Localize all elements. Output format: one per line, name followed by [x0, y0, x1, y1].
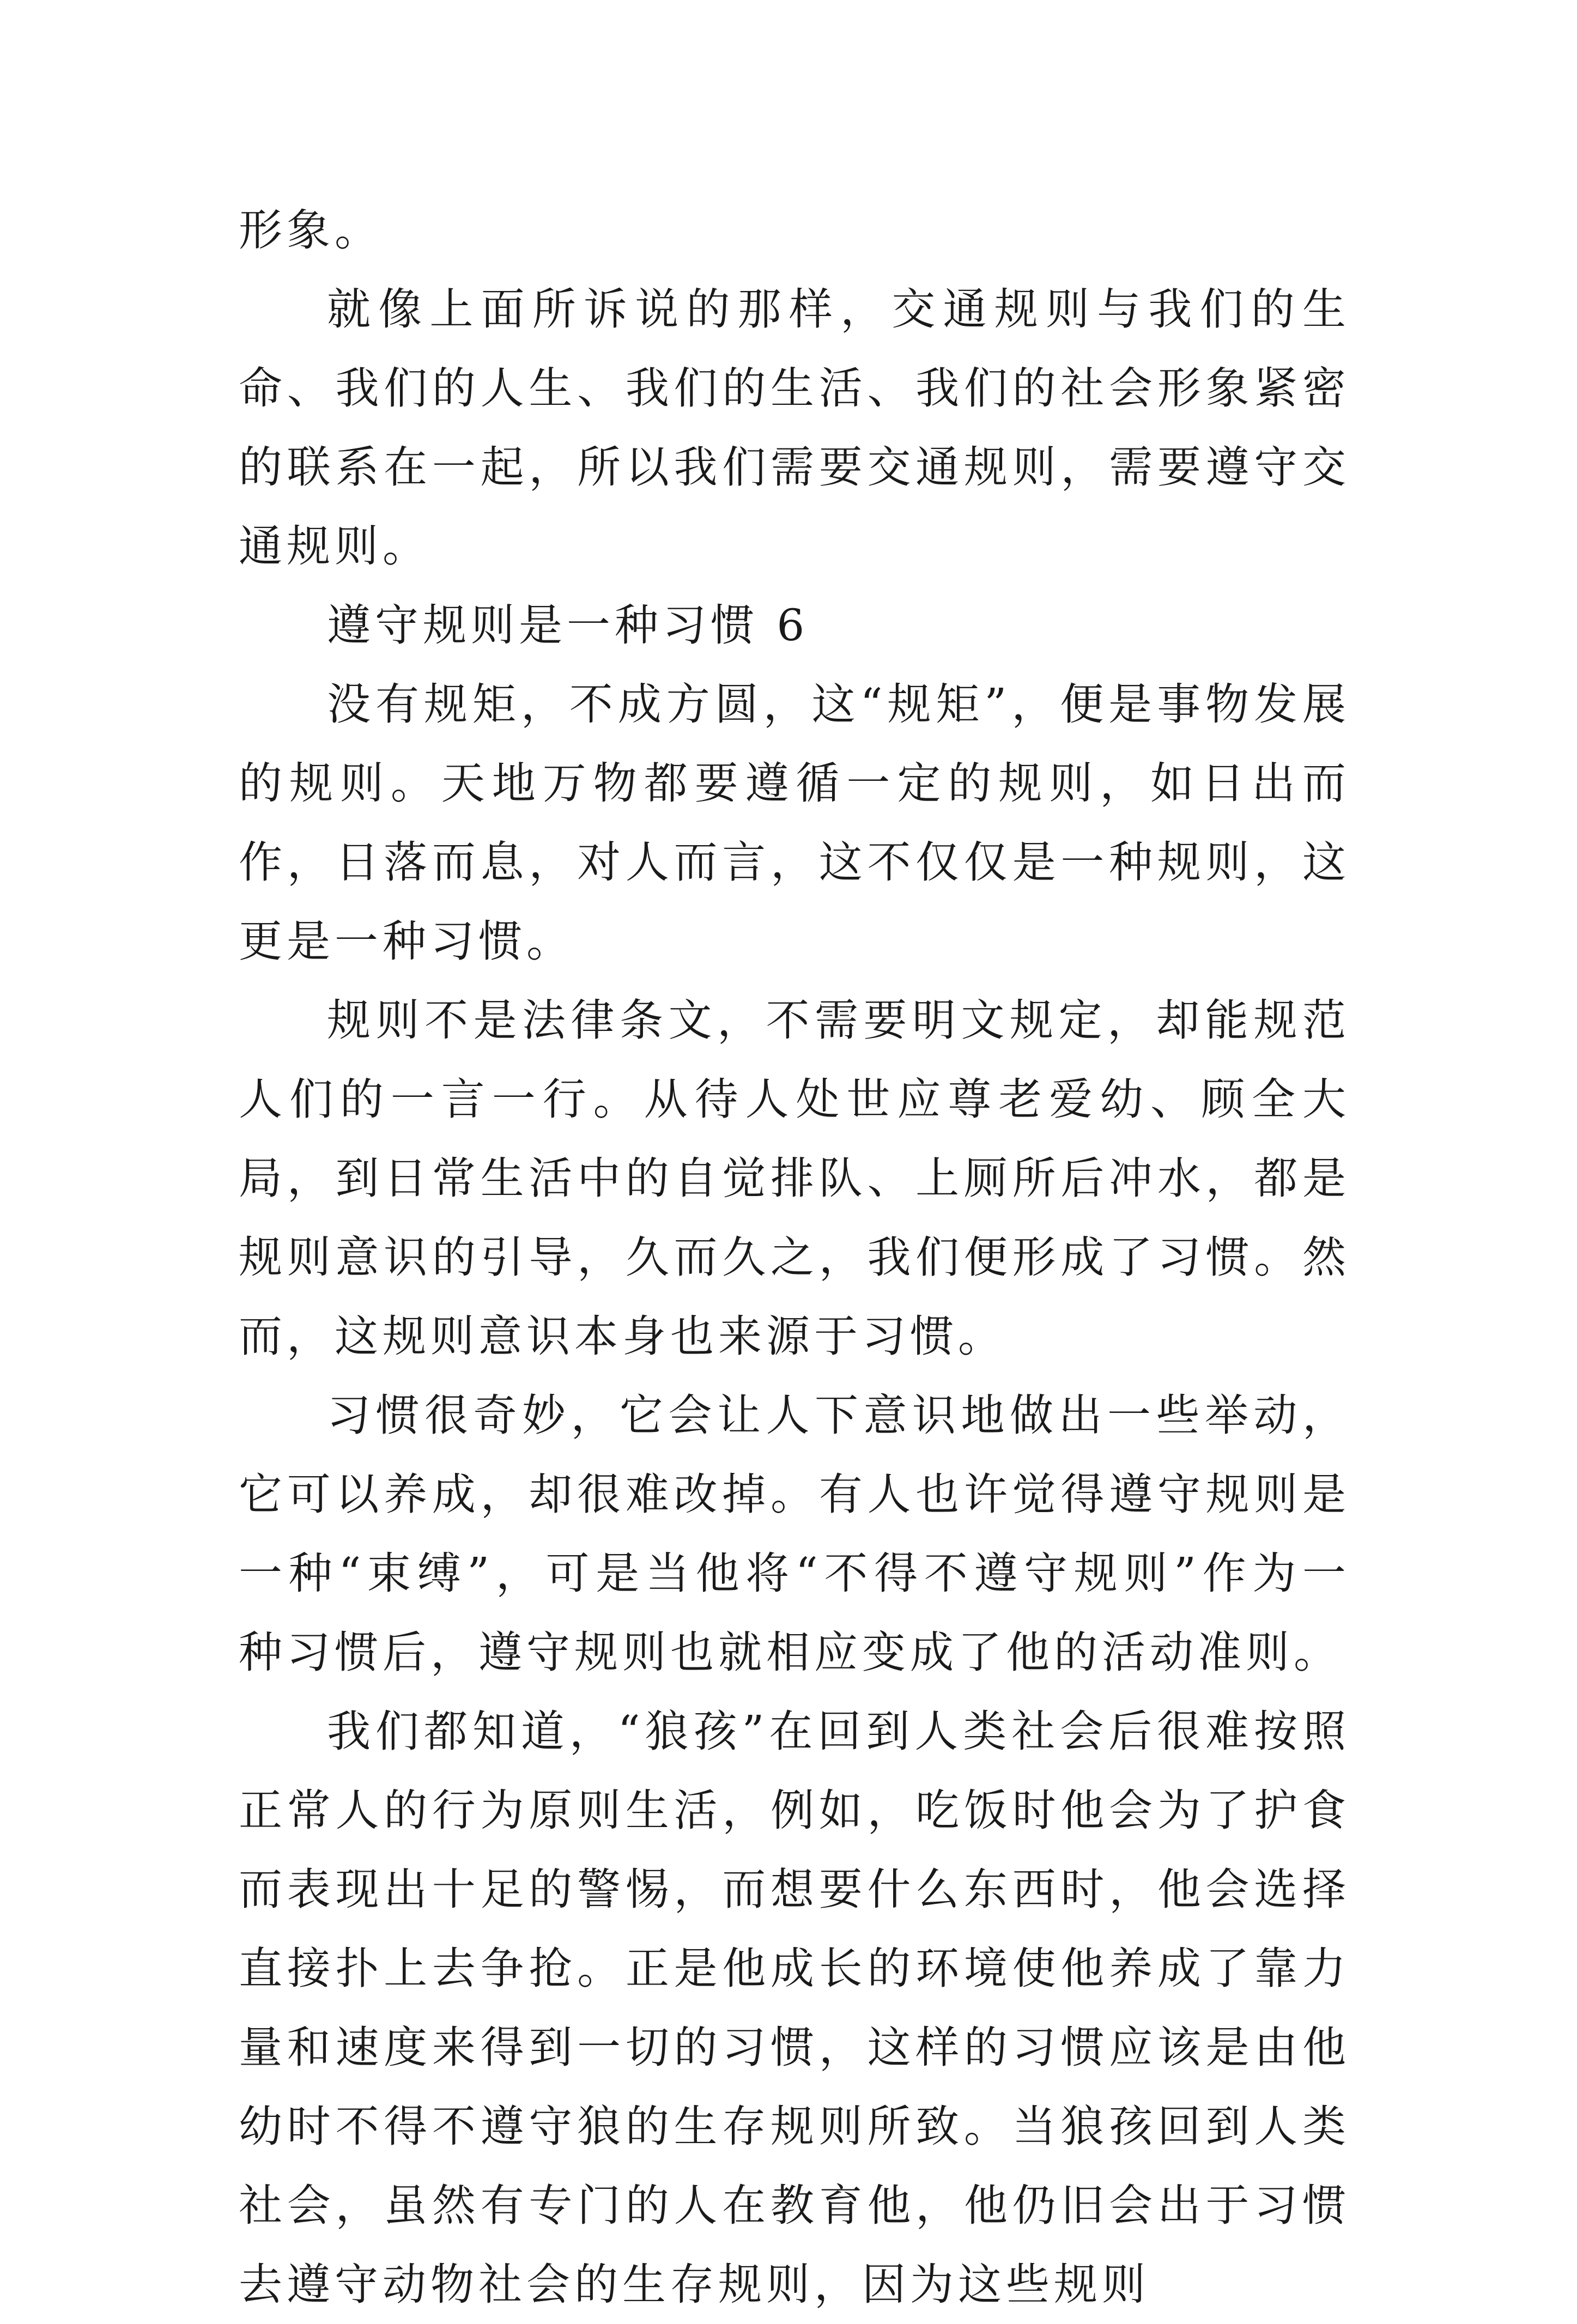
paragraph-rules-not-law: 规则不是法律条文，不需要明文规定，却能规范人们的一言一行。从待人处世应尊老爱幼、顾全大局，到日常生活中的自觉排队、上厕所后冲水，都是规则意识的引导，久而久之，我们便形成了习惯。然而，这规则意识本身也来源于习惯。 [239, 995, 1350, 1362]
paragraph-traffic-rules-conclusion: 就像上面所诉说的那样，交通规则与我们的生命、我们的人生、我们的生活、我们的社会形象紧密的联系在一起，所以我们需要交通规则，需要遵守交通规则。 [239, 284, 1350, 572]
paragraph-habit-wonderful: 习惯很奇妙，它会让人下意识地做出一些举动，它可以养成，却很难改掉。有人也许觉得遵守规则是一种“束缚”，可是当他将“不得不遵守规则”作为一种习惯后，遵守规则也就相应变成了他的活动准则。 [239, 1390, 1350, 1678]
paragraph-rules-intro: 没有规矩，不成方圆，这“规矩”，便是事物发展的规则。天地万物都要遵循一定的规则，如日出而作，日落而息，对人而言，这不仅仅是一种规则，这更是一种习惯。 [239, 679, 1350, 967]
section-heading: 遵守规则是一种习惯 6 [327, 600, 809, 651]
paragraph-continuation: 形象。 [239, 205, 383, 256]
document-body [239, 191, 1350, 2324]
paragraph-wolf-child: 我们都知道，“狼孩”在回到人类社会后很难按照正常人的行为原则生活，例如，吃饭时他会为了护食而表现出十足的警惕，而想要什么东西时，他会选择直接扑上去争抢。正是他成长的环境使他养成了靠力量和速度来得到一切的习惯，这样的习惯应该是由他幼时不得不遵守狼的生存规则所致。当狼孩回到人类社会，虽然有专门的人在教育他，他仍旧会出于习惯去遵守动物社会的生存规则，因为这些规则 [239, 1706, 1350, 2310]
